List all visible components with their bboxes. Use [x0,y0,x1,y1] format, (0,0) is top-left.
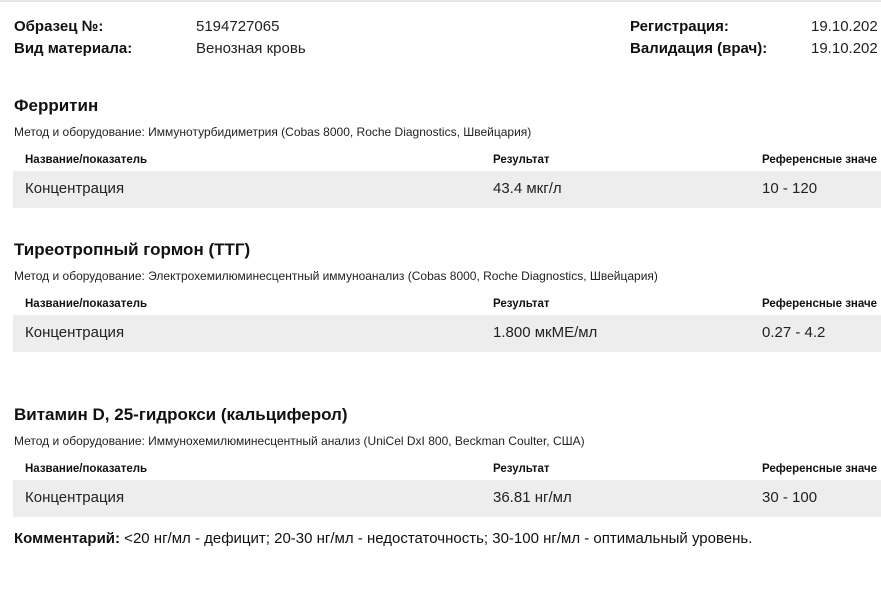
result-value: 36.81 нг/мл [493,489,572,506]
result-value: 43.4 мкг/л [493,180,562,197]
material-type-label: Вид материала: [14,40,133,57]
top-divider [0,0,881,2]
parameter-name: Концентрация [25,180,125,197]
parameter-name: Концентрация [25,324,125,341]
column-header-name: Название/показатель [25,298,148,310]
column-header-result: Результат [493,463,550,475]
parameter-name: Концентрация [25,489,125,506]
sample-number-label: Образец №: [14,18,104,35]
method-vitamin-d: Метод и оборудование: Иммунохемилюминесцентный анализ (UniCel DxI 800, Beckman Coulter, США) [14,434,585,448]
result-value: 1.800 мкМЕ/мл [493,324,598,341]
section-title-tsh: Тиреотропный гормон (ТТГ) [14,240,251,259]
material-type-value: Венозная кровь [196,40,306,57]
column-header-reference: Референсные значе [762,463,878,475]
section-title-ferritin: Ферритин [14,96,99,115]
reference-range: 10 - 120 [762,180,818,197]
column-header-result: Результат [493,298,550,310]
table-row [13,480,881,517]
column-header-name: Название/показатель [25,154,148,166]
registration-label: Регистрация: [630,18,729,35]
registration-date: 19.10.202 [811,18,878,35]
comment-label: Комментарий: [14,530,121,547]
table-row [13,315,881,352]
section-title-vitamin-d: Витамин D, 25-гидрокси (кальциферол) [14,405,348,424]
validation-label: Валидация (врач): [630,40,768,57]
column-header-result: Результат [493,154,550,166]
validation-date: 19.10.202 [811,40,878,57]
comment-text: <20 нг/мл - дефицит; 20-30 нг/мл - недостаточность; 30-100 нг/мл - оптимальный уровень. [120,530,753,547]
reference-range: 30 - 100 [762,489,818,506]
method-tsh: Метод и оборудование: Электрохемилюминесцентный иммуноанализ (Cobas 8000, Roche Diagnostics, Швейцария) [14,269,658,283]
method-ferritin: Метод и оборудование: Иммунотурбидиметрия (Cobas 8000, Roche Diagnostics, Швейцария) [14,125,532,139]
sample-number-value: 5194727065 [196,18,280,35]
column-header-reference: Референсные значе [762,298,878,310]
comment [14,530,752,547]
reference-range: 0.27 - 4.2 [762,324,826,341]
column-header-name: Название/показатель [25,463,148,475]
column-header-reference: Референсные значе [762,154,878,166]
table-row [13,171,881,208]
